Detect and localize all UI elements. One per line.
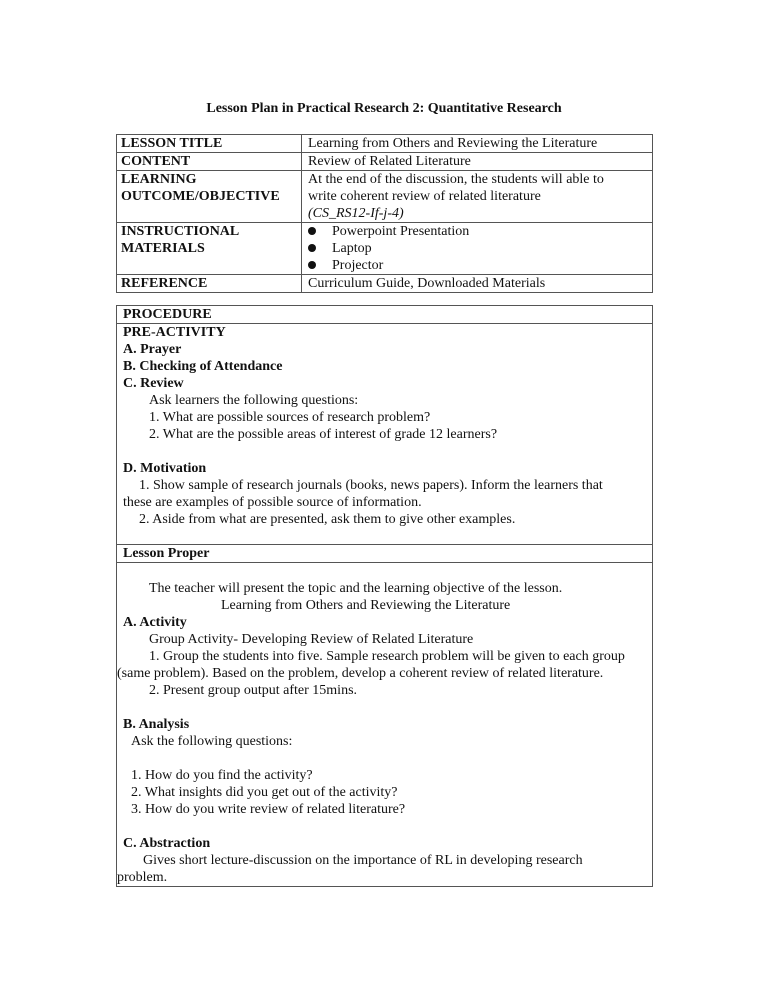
materials-list	[302, 223, 653, 275]
review-question: 1. What are possible sources of research problem?	[149, 410, 431, 425]
material-label: Powerpoint Presentation	[332, 224, 470, 239]
objective-line: write coherent review of related literature	[308, 189, 541, 204]
reference-value: Curriculum Guide, Downloaded Materials	[302, 275, 653, 293]
material-label: Laptop	[332, 241, 372, 256]
analysis-heading: B. Analysis	[123, 717, 190, 732]
table-row	[117, 324, 653, 545]
objective-label-line: LEARNING	[121, 172, 197, 187]
objective-code: (CS_RS12-If-j-4)	[308, 206, 404, 221]
list-item	[308, 223, 648, 240]
bullet-icon	[308, 261, 316, 269]
lesson-proper-body	[117, 563, 653, 887]
lesson-info-table	[116, 134, 653, 293]
spacer	[123, 750, 648, 767]
review-heading: C. Review	[123, 376, 184, 391]
spacer	[123, 563, 648, 580]
attendance-heading: B. Checking of Attendance	[123, 359, 283, 374]
material-label: Projector	[332, 258, 384, 273]
table-row	[117, 545, 653, 563]
materials-label	[117, 223, 302, 275]
table-row	[117, 306, 653, 324]
objective-line: At the end of the discussion, the students will able to	[308, 172, 604, 187]
table-row	[117, 153, 653, 171]
table-row	[117, 563, 653, 887]
document-title: Lesson Plan in Practical Research 2: Quantitative Research	[206, 101, 562, 116]
analysis-intro: Ask the following questions:	[131, 734, 293, 749]
activity-title: Group Activity- Developing Review of Related Literature	[149, 632, 474, 647]
abstraction-line: problem.	[117, 870, 168, 885]
table-row	[117, 223, 653, 275]
spacer	[123, 818, 648, 835]
content-value: Review of Related Literature	[302, 153, 653, 171]
analysis-question: 2. What insights did you get out of the activity?	[131, 785, 398, 800]
lesson-intro: The teacher will present the topic and the learning objective of the lesson.	[149, 581, 563, 596]
materials-label-line: INSTRUCTIONAL	[121, 224, 240, 239]
activity-line: 2. Present group output after 15mins.	[149, 683, 358, 698]
list-item	[308, 257, 648, 274]
abstraction-line: Gives short lecture-discussion on the importance of RL in developing research	[143, 853, 583, 868]
activity-heading: A. Activity	[123, 615, 187, 630]
lesson-proper-header	[117, 545, 653, 563]
motivation-heading: D. Motivation	[123, 461, 207, 476]
lesson-title-value: Learning from Others and Reviewing the Literature	[302, 135, 653, 153]
spacer	[123, 699, 648, 716]
bullet-icon	[308, 244, 316, 252]
table-row	[117, 171, 653, 223]
analysis-question: 1. How do you find the activity?	[131, 768, 313, 783]
activity-line: (same problem). Based on the problem, develop a coherent review of related literature.	[117, 666, 604, 681]
prayer-heading: A. Prayer	[123, 342, 182, 357]
list-item	[308, 240, 648, 257]
materials-label-line: MATERIALS	[121, 241, 205, 256]
motivation-line: 1. Show sample of research journals (books, news papers). Inform the learners that	[139, 478, 603, 493]
procedure-heading: PROCEDURE	[123, 307, 212, 322]
table-row	[117, 275, 653, 293]
motivation-line: these are examples of possible source of information.	[123, 495, 422, 510]
abstraction-heading: C. Abstraction	[123, 836, 211, 851]
pre-activity-heading: PRE-ACTIVITY	[123, 325, 226, 340]
objective-label	[117, 171, 302, 223]
procedure-table	[116, 305, 653, 887]
table-row	[117, 135, 653, 153]
activity-line: 1. Group the students into five. Sample research problem will be given to each group	[149, 649, 625, 664]
review-intro: Ask learners the following questions:	[149, 393, 359, 408]
review-question: 2. What are the possible areas of interest of grade 12 learners?	[149, 427, 498, 442]
objective-label-line: OUTCOME/OBJECTIVE	[121, 189, 280, 204]
spacer	[123, 443, 648, 460]
motivation-line: 2. Aside from what are presented, ask them to give other examples.	[139, 512, 516, 527]
content-label: CONTENT	[117, 153, 302, 171]
procedure-header	[117, 306, 653, 324]
bullet-icon	[308, 227, 316, 235]
objective-value	[302, 171, 653, 223]
lesson-topic: Learning from Others and Reviewing the Literature	[221, 598, 511, 613]
reference-label: REFERENCE	[117, 275, 302, 293]
lesson-title-label: LESSON TITLE	[117, 135, 302, 153]
lesson-proper-heading: Lesson Proper	[123, 546, 210, 561]
procedure-body	[117, 324, 653, 545]
analysis-question: 3. How do you write review of related literature?	[131, 802, 406, 817]
